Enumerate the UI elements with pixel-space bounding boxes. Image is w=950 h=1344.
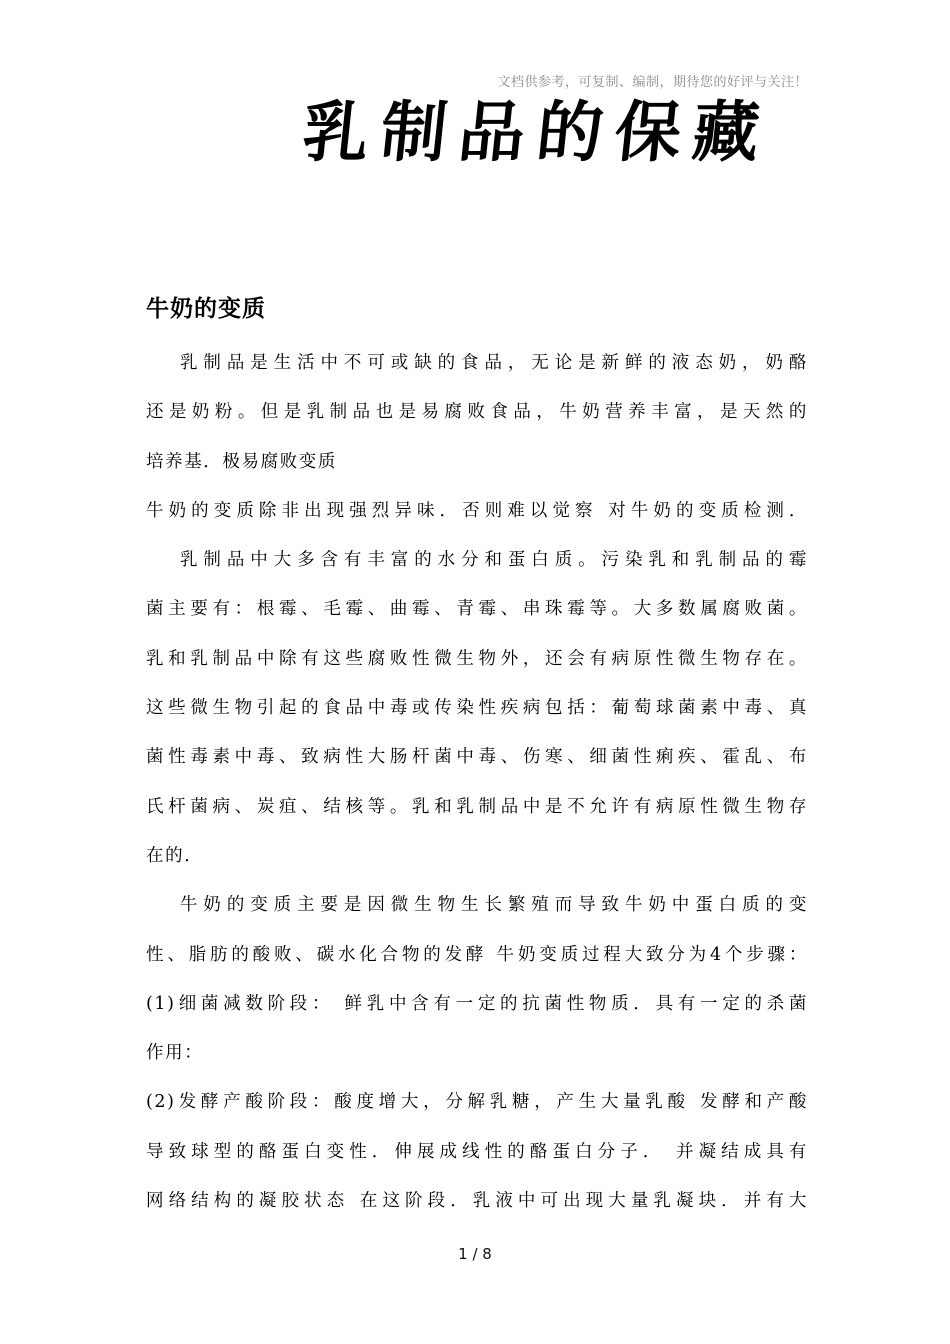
body-line: 性、脂肪的酸败、碳水化合物的发酵 牛奶变质过程大致分为4个步骤： bbox=[146, 944, 808, 965]
header-note: 文档供参考，可复制、编制，期待您的好评与关注！ bbox=[497, 75, 808, 90]
body-text bbox=[146, 339, 808, 1226]
body-line: 导致球型的酪蛋白变性．伸展成线性的酪蛋白分子． 并凝结成具有 bbox=[146, 1141, 808, 1162]
body-line: 乳和乳制品中除有这些腐败性微生物外，还会有病原性微生物存在。 bbox=[146, 648, 808, 669]
body-line: (2)发酵产酸阶段：酸度增大，分解乳糖，产生大量乳酸 发酵和产酸 bbox=[146, 1092, 808, 1113]
body-line: 氏杆菌病、炭疽、结核等。乳和乳制品中是不允许有病原性微生物存 bbox=[146, 796, 808, 817]
body-line: 牛奶的变质主要是因微生物生长繁殖而导致牛奶中蛋白质的变 bbox=[180, 895, 808, 916]
body-line: 菌主要有：根霉、毛霉、曲霉、青霉、串珠霉等。大多数属腐败菌。 bbox=[146, 599, 808, 620]
section-heading: 牛奶的变质 bbox=[146, 296, 266, 322]
body-line: 作用： bbox=[146, 1043, 204, 1064]
body-line: 乳制品是生活中不可或缺的食品，无论是新鲜的液态奶，奶酪 bbox=[180, 353, 808, 373]
body-line: 牛奶的变质除非出现强烈异味．否则难以觉察 对牛奶的变质检测． bbox=[146, 500, 808, 521]
page-number: 1 / 8 bbox=[458, 1245, 492, 1263]
body-line: 在的． bbox=[146, 845, 204, 866]
body-line: 这些微生物引起的食品中毒或传染性疾病包括：葡萄球菌素中毒、真 bbox=[146, 698, 808, 719]
body-line: 还是奶粉。但是乳制品也是易腐败食品，牛奶营养丰富，是天然的 bbox=[146, 402, 808, 423]
body-line: 乳制品中大多含有丰富的水分和蛋白质。污染乳和乳制品的霉 bbox=[180, 550, 808, 571]
document-title: 乳制品的保藏 bbox=[298, 93, 776, 171]
body-line: 菌性毒素中毒、致病性大肠杆菌中毒、伤寒、细菌性痢疾、霍乱、布 bbox=[146, 747, 808, 768]
body-line: 网络结构的凝胶状态 在这阶段．乳液中可出现大量乳凝块．并有大 bbox=[146, 1191, 808, 1212]
body-line: 培养基．极易腐败变质 bbox=[146, 451, 337, 472]
body-line: (1)细菌减数阶段： 鲜乳中含有一定的抗菌性物质．具有一定的杀菌 bbox=[146, 993, 808, 1014]
